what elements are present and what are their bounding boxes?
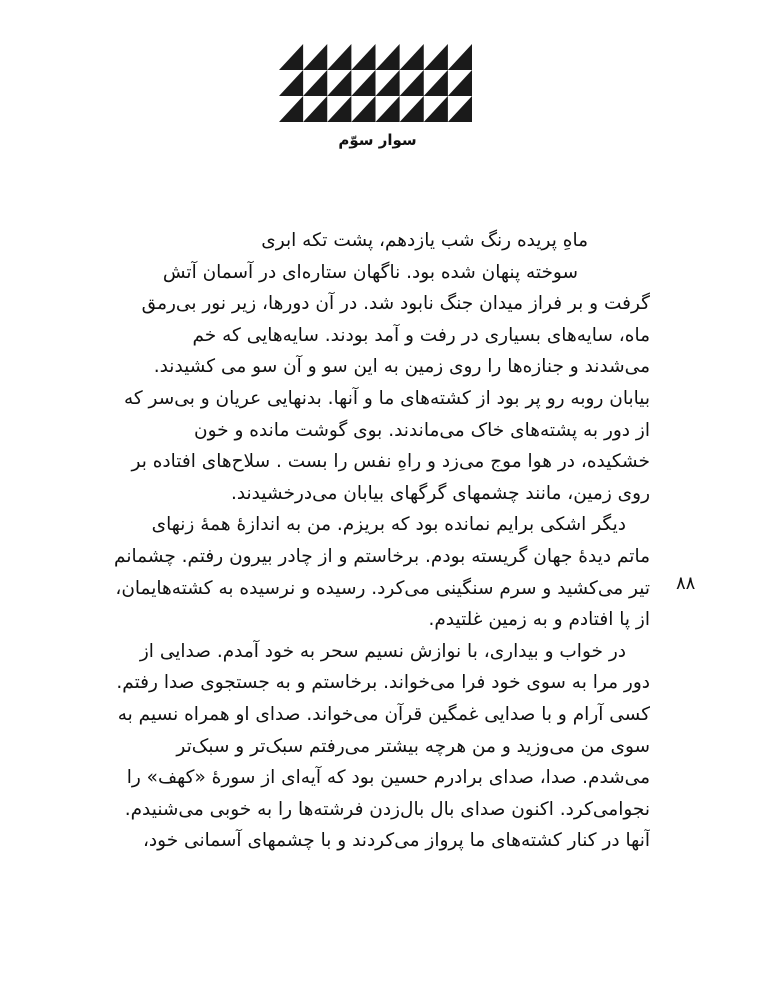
text-line: خشکیده، در هوا موج می‌زد و راهِ نفس را بست . سلاح‌های افتاده بر [131, 451, 650, 473]
text-line: نجوامی‌کرد. اکنون صدای بال بال‌زدن فرشته‌ها را به خوبی می‌شنیدم. [124, 798, 650, 820]
text-line: از دور به پشته‌های خاک می‌ماندند. بوی گوشت مانده و خون [193, 419, 650, 441]
text-line: در خواب و بیداری، با نوازش نسیم سحر به خود آمدم. صدایی از [139, 640, 626, 662]
body-text [112, 225, 650, 857]
chapter-title: سوار سوّم [338, 131, 417, 149]
text-line: روی زمین، مانند چشمهای گرگهای بیابان می‌درخشیدند. [230, 482, 650, 504]
text-line: سوی من می‌وزید و من هرچه بیشتر می‌رفتم سبک‌تر و سبک‌تر [176, 735, 650, 757]
triangle-pattern-ornament-icon [279, 44, 472, 122]
text-line: می‌شدند و جنازه‌ها را روی زمین به این سو و آن سو می کشیدند. [153, 356, 650, 378]
text-line: ماتم دیدهٔ جهان گریسته بودم. برخاستم و از چادر بیرون رفتم. چشمانم [114, 545, 650, 567]
text-line: سوخته پنهان شده بود. ناگهان ستاره‌ای در آسمان آتش [162, 261, 578, 283]
text-line: دیگر اشکی برایم نمانده بود که بریزم. من به اندازهٔ همهٔ زنهای [151, 514, 626, 536]
text-line: می‌شدم. صدا، صدای برادرم حسین بود که آیه‌ای از سورهٔ «کهف» را [126, 767, 650, 789]
text-line: ماهِ پریده رنگ شب یازدهم، پشت تکه ابری [261, 230, 588, 251]
text-line: ماه، سایه‌های بسیاری در رفت و آمد بودند. سایه‌هایی که خم [192, 324, 650, 346]
text-line: از پا افتادم و به زمین غلتیدم. [428, 609, 650, 631]
text-line: گرفت و بر فراز میدان جنگ نابود شد. در آن دورها، زیر نور بی‌رمق [141, 293, 650, 315]
text-line: تیر می‌کشید و سرم سنگینی می‌کرد. رسیده و نرسیده به کشته‌هایمان، [115, 577, 650, 599]
text-line: کسی آرام و با صدایی غمگین قرآن می‌خواند. صدای او همراه نسیم به [117, 703, 650, 725]
text-line: آنها در کنار کشته‌های ما پرواز می‌کردند و با چشمهای آسمانی خود، [142, 830, 650, 852]
text-line: دور مرا به سوی خود فرا می‌خواند. برخاستم و به جستجوی صدا رفتم. [116, 672, 650, 694]
text-line: بیابان روبه رو پر بود از کشته‌های ما و آنها. بدنهایی عریان و بی‌سر که [123, 387, 650, 409]
page-number: ۸۸ [676, 573, 696, 594]
